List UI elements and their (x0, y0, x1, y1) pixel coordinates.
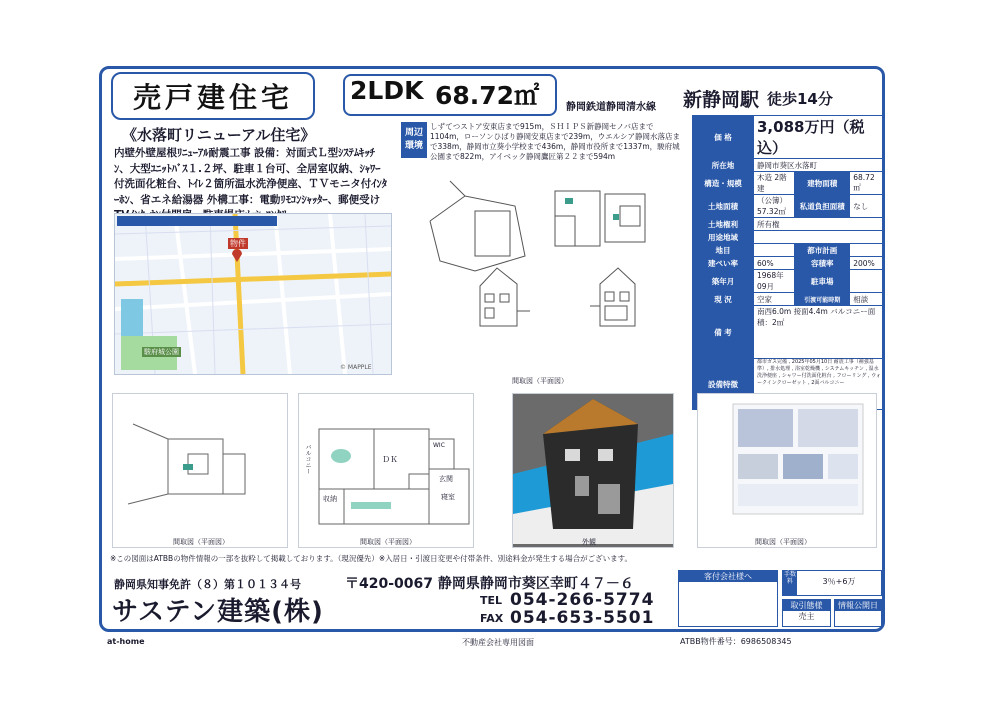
handover-label: 引渡可能時期 (795, 293, 850, 306)
tel-label: TEL (480, 594, 503, 607)
price-value: 3,088万円（税込） (754, 116, 885, 159)
disclaimer-note: ※この図面はATBBの物件情報の一部を抜粋して掲載しております。（現況優先）※入居日・引渡日変更や付帯条件、別途料金が発生する場合がございます。 (110, 554, 633, 563)
map-header-strip (117, 216, 277, 226)
photo-caption-3: 外観 (582, 538, 596, 546)
zoning-label: 用途地域 (693, 231, 754, 244)
photo-floor-plan-1 (112, 393, 288, 548)
floor-plan-1-drawing (113, 394, 287, 544)
fee-box (782, 570, 882, 596)
structure-value: 木造 2階建 (754, 172, 795, 195)
map-park-label: 駿府城公園 (144, 348, 179, 356)
photo-caption-2: 間取図（平面図） (360, 538, 416, 546)
city-plan-value (850, 244, 885, 257)
railway-line: 静岡鉄道静岡清水線 (566, 102, 656, 113)
fee-label: 手数料 (783, 571, 797, 595)
built-value: 1968年09月 (754, 270, 795, 293)
property-description: 内壁外壁屋根ﾘﾆｭｰｱﾙ耐震工事 設備：対面式Ｌ型ｼｽﾃﾑｷｯﾁﾝ、大型ﾕﾆｯﾄﾊﾞｽ１.２坪、駐車１台可、全居室収納、ｼｬﾜｰ付洗面化粧台、ﾄｲﾚ２箇所温水洗浄便座、ＴＶモニタ付ｲﾝﾀｰﾎﾝ、省エネ給湯器 外構工事：電動ﾘﾓｺﾝｼｬｯﾀｰ、郵便受け (114, 147, 387, 206)
floor-plan-elevations (405, 176, 690, 376)
building-area-value: 68.72㎡ (850, 172, 885, 195)
station-name: 新静岡駅 (683, 89, 760, 111)
features-label: 設備特徴 (693, 359, 754, 410)
far-value: 200% (850, 257, 885, 270)
athome-logo: at-home (107, 637, 145, 646)
zoning-value (754, 231, 885, 244)
register-label: 情報公開日 (835, 600, 881, 611)
trade-label: 取引態様 (783, 600, 830, 611)
plan-label-storage: 収納 (323, 495, 337, 503)
photo-exterior (512, 393, 674, 548)
layout-type: 2LDK (350, 76, 424, 105)
license-number: 静岡県知事免許（８）第１０１３４号 (114, 578, 301, 591)
private-road-label: 私道負担面積 (795, 195, 850, 218)
agent-box-header: 客付会社様へ (679, 571, 777, 582)
surroundings-text: しずてつストア安東店まで915m，ＳＨＩＰＳ新静岡セノバ店まで1104m，ローソンひばり静岡安東店まで239m，ウエルシア静岡水落店まで338m，静岡市立葵小学校まで436m，静岡市役所まで1337m，駿府城公園まで822m，アイベック静岡鷹匠第２２まで594m (430, 122, 681, 161)
surroundings-label (401, 122, 427, 158)
location-pin-icon (231, 248, 243, 262)
address-value: 静岡市葵区水落町 (754, 159, 885, 172)
coverage-value: 60% (754, 257, 795, 270)
property-pin: 物件 (230, 239, 246, 248)
city-plan-label: 都市計画 (795, 244, 850, 257)
land-right-value: 所有権 (754, 218, 885, 231)
address-label: 所在地 (693, 159, 754, 172)
building-area-label: 建物面積 (795, 172, 850, 195)
map-copyright: © MAPPLE (340, 364, 372, 371)
atbb-number: ATBB物件番号：6986508345 (680, 637, 792, 646)
coverage-label: 建ぺい率 (693, 257, 754, 270)
built-label: 築年月 (693, 270, 754, 293)
fax-label: FAX (480, 612, 504, 625)
status-label: 現 況 (693, 293, 754, 306)
private-road-value: なし (850, 195, 885, 218)
structure-label: 構造・規模 (693, 172, 754, 195)
plan-label-balcony: バルコニー (304, 444, 311, 474)
flyer-title: 売戸建住宅 (111, 72, 315, 120)
plan-label-entrance: 玄関 (439, 475, 453, 483)
trade-value: 売主 (798, 612, 815, 621)
price-label: 価 格 (693, 116, 754, 159)
agent-box (678, 570, 778, 627)
features-value: 都市ガス完備 , 2025年05月10日 耐震工事（補強基準）, 排水処理 , 浴室乾燥機 , システムキッチン , 温水洗浄便座 , シャワー付洗面化粧台 , フローリング , ウォークインクローゼット , 2面バルコニー (754, 359, 885, 410)
remarks-value: 南西6.0m 接面4.4m バルコニー面積：2㎡ (754, 306, 885, 359)
floor-plan-drawing (405, 176, 690, 376)
plan-label-bedroom: 寝室 (441, 493, 455, 501)
remarks-label: 備 考 (693, 306, 754, 359)
catch-copy: 《水落町リニューアル住宅》 (122, 126, 316, 144)
footer-notice: 不動産会社専用図面 (462, 638, 534, 647)
tel-number: 054-266-5774 (510, 590, 655, 610)
status-value: 空家 (754, 293, 795, 306)
walk-time: 徒歩14分 (767, 90, 833, 108)
area-map (114, 213, 392, 375)
fee-value: 3％+6万 (822, 577, 856, 586)
parking-value (850, 270, 885, 293)
plan-mini-caption: 間取図（平面図） (512, 377, 568, 385)
terrain-value (754, 244, 795, 257)
plan-label-wic: WIC (433, 442, 445, 449)
photo-caption-1: 間取図（平面図） (173, 538, 229, 546)
land-right-label: 土地権利 (693, 218, 754, 231)
handover-value: 相談 (850, 293, 885, 306)
land-area-label: 土地面積 (693, 195, 754, 218)
spec-table-wrapper (692, 115, 885, 410)
exterior-rendering (513, 394, 673, 544)
fax-number: 054-653-5501 (510, 608, 655, 628)
land-area-value: （公簿）57.32㎡ (754, 195, 795, 218)
trade-box (782, 599, 831, 627)
company-name: サステン建築(株) (112, 597, 324, 627)
parking-label: 駐車場 (795, 270, 850, 293)
register-box (834, 599, 882, 627)
brochure-graphic (698, 394, 876, 544)
plan-label-ldk: ＤＫ (382, 455, 398, 464)
spec-table (692, 115, 885, 410)
surroundings-label-bottom: 環境 (404, 141, 423, 151)
surroundings-label-top: 周辺 (404, 128, 423, 138)
company-address: 〒420-0067 静岡県静岡市葵区幸町４７－６ (345, 576, 634, 592)
terrain-label: 地目 (693, 244, 754, 257)
photo-floor-plan-2 (298, 393, 474, 548)
building-area: 68.72㎡ (435, 81, 540, 110)
photo-interior-brochure (697, 393, 877, 548)
far-label: 容積率 (795, 257, 850, 270)
photo-caption-4: 間取図（平面図） (755, 538, 811, 546)
floor-plan-2-drawing (299, 394, 473, 544)
